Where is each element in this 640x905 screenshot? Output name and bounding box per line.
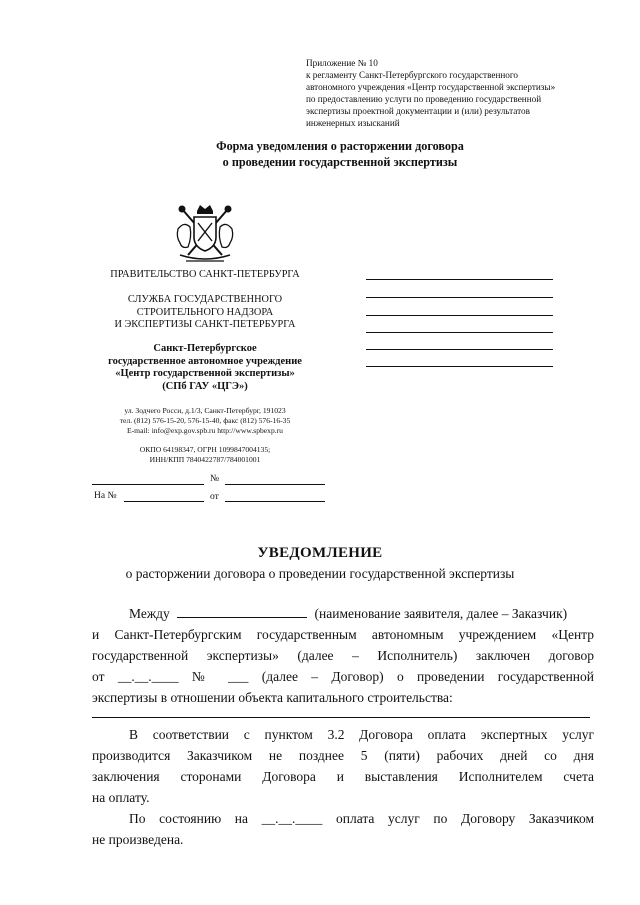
service-line: СЛУЖБА ГОСУДАРСТВЕННОГО: [127, 294, 283, 305]
paragraph-2-line-1: В соответствии с пунктом 3.2 Договора оплата экспертных услуг: [129, 727, 594, 742]
contact-line: тел. (812) 576-15-20, 576-15-40, факс (812) 576-16-35: [119, 416, 291, 426]
appendix-line: Приложение № 10: [306, 58, 378, 68]
recipient-line: [366, 279, 553, 280]
code-line: ОКПО 64198347, ОГРН 1099847004135;: [139, 445, 271, 454]
paragraph-1-line-3: государственной экспертизы» (далее – Исполнитель) заключен договор: [92, 648, 594, 663]
recipient-line: [366, 349, 553, 350]
appendix-line: автономного учреждения «Центр государственной экспертизы»: [306, 82, 556, 92]
org-line: государственное автономное учреждение: [108, 355, 302, 367]
paragraph-3-line-1: По состоянию на __.__.____ оплата услуг по Договору Заказчиком: [129, 811, 594, 826]
form-title: [140, 138, 540, 170]
form-title-line: о проведении государственной экспертизы: [222, 155, 458, 169]
applicant-note: (наименование заявителя, далее – Заказчик): [314, 606, 568, 621]
paragraph-1-line-5: экспертизы в отношении объекта капитального строительства:: [92, 690, 453, 705]
object-name-blank: [92, 717, 590, 718]
issuer-service: [70, 294, 340, 332]
paragraph-2-line-3: заключения сторонами Договора и выставления Исполнителем счета: [92, 769, 594, 784]
notice-title: УВЕДОМЛЕНИЕ: [257, 545, 383, 561]
issuer-government: [70, 269, 340, 280]
reply-to-label: На №: [94, 491, 117, 501]
recipient-line: [366, 315, 553, 316]
paragraph-2-line-4: на оплату.: [92, 790, 150, 805]
notice-subtitle: о расторжении договора о проведении государственной экспертизы: [125, 566, 515, 581]
org-line: (СПб ГАУ «ЦГЭ»): [162, 380, 248, 392]
recipient-line: [366, 366, 553, 367]
paragraph-1-line-4: от __.__.____ № ___ (далее – Договор) о проведении государственной: [92, 669, 594, 684]
reply-number-blank: [124, 501, 204, 502]
paragraph-1-line-2: и Санкт-Петербургским государственным автономным учреждением «Центр: [92, 627, 594, 642]
org-line: «Центр государственной экспертизы»: [115, 368, 295, 379]
from-label: от: [210, 492, 219, 502]
recipient-line: [366, 332, 553, 333]
contact-line: ул. Зодчего Росси, д.1/3, Санкт-Петербург, 191023: [124, 406, 286, 415]
recipient-line: [366, 297, 553, 298]
reply-date-blank: [225, 501, 325, 502]
code-line: ИНН/КПП 7840422787/784001001: [149, 455, 261, 465]
issuer-contacts: [70, 406, 340, 437]
issuer-organization: [70, 343, 340, 393]
applicant-name-blank: [177, 605, 307, 618]
issuer-codes: [70, 445, 340, 465]
number-sign: №: [210, 474, 220, 484]
appendix-line: по предоставлению услуги по проведению государственной: [306, 94, 542, 104]
appendix-line: к регламенту Санкт-Петербургского государственного: [306, 70, 518, 80]
appendix-line: экспертизы проектной документации и (или) результатов: [306, 106, 530, 116]
appendix-header: [306, 57, 616, 129]
outgoing-date-blank: [92, 484, 204, 485]
paragraph-3-line-2: не произведена.: [92, 832, 184, 847]
appendix-line: инженерных изысканий: [306, 118, 400, 128]
service-line: И ЭКСПЕРТИЗЫ САНКТ-ПЕТЕРБУРГА: [114, 319, 296, 330]
service-line: СТРОИТЕЛЬНОГО НАДЗОРА: [136, 306, 274, 318]
paragraph-2-line-2: производится Заказчиком не позднее 5 (пяти) рабочих дней со дня: [92, 748, 594, 763]
org-line: Санкт-Петербургское: [153, 343, 257, 354]
spb-coat-of-arms-icon: [170, 203, 240, 267]
form-title-line: Форма уведомления о расторжении договора: [216, 139, 464, 153]
government-name: ПРАВИТЕЛЬСТВО САНКТ-ПЕТЕРБУРГА: [110, 269, 300, 280]
outgoing-number-blank: [225, 484, 325, 485]
paragraph-1-line-1: [92, 605, 594, 622]
between-label: Между: [129, 606, 170, 621]
contact-line: E-mail: info@exp.gov.spb.ru http://www.spbexp.ru: [127, 426, 283, 436]
